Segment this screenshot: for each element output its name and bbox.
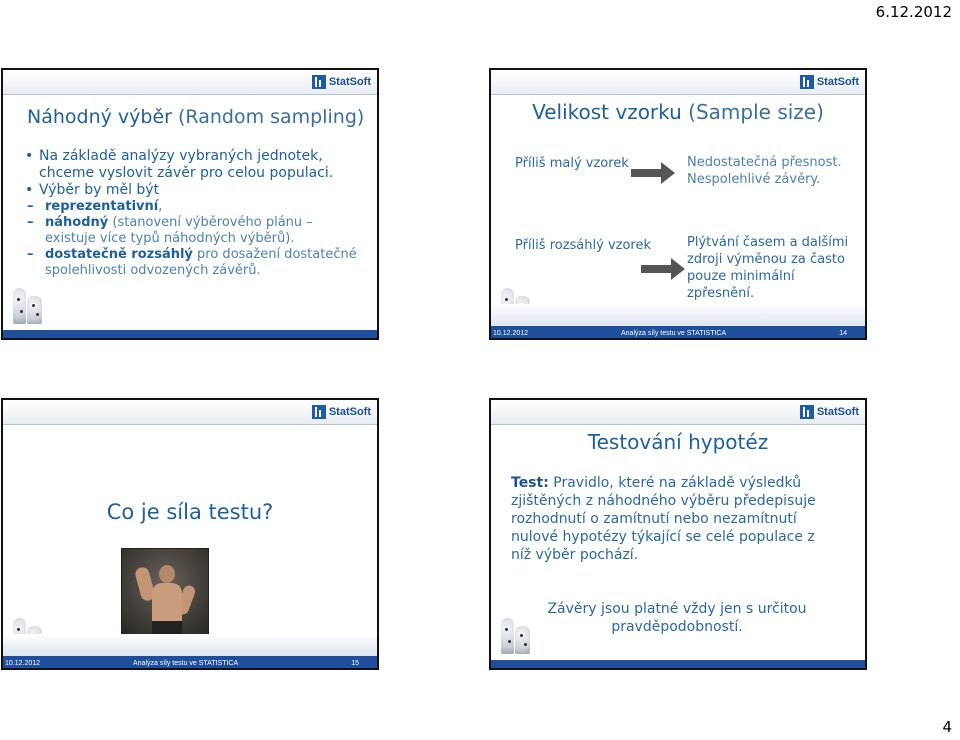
slide-footer-bar — [3, 656, 377, 668]
slide-header-bar — [491, 70, 865, 95]
slide-footer-bar — [3, 330, 377, 338]
slide-title — [491, 100, 865, 124]
footer-date: 10.12.2012 — [5, 660, 41, 667]
statsoft-logo — [312, 74, 371, 90]
footer-title: Analýza síly testu ve STATISTICA — [133, 660, 239, 667]
slide-random-sampling — [1, 68, 379, 340]
slide-question: Co je síla testu? — [106, 500, 274, 524]
row2-right-text: Plýtvání časem a dalšími zdroji výměnou za často pouze minimální zpřesnění. — [687, 235, 849, 301]
statsoft-logo — [800, 74, 859, 90]
slide-sample-size — [489, 68, 867, 340]
test-label: Test: — [511, 475, 549, 491]
row1-right-text: Nedostatečná přesnost. Nespolehlivé závěry. — [687, 155, 842, 187]
page-date: 6.12.2012 — [875, 3, 952, 21]
slide-header-bar — [3, 70, 377, 95]
sub-item-random — [25, 215, 365, 247]
sub-item-text: pro dosažení dostatečné spolehlivosti odvozených závěrů. — [45, 247, 357, 278]
footer-slide-number: 14 — [839, 330, 847, 337]
footer-slide-number: 15 — [351, 660, 359, 667]
statsoft-logo — [800, 404, 859, 420]
figurines-image — [9, 282, 51, 324]
slide-hypothesis-testing — [489, 398, 867, 670]
sub-item-bold: reprezentativní — [45, 199, 159, 214]
bodybuilder-photo — [121, 548, 209, 636]
sub-item-text: (stanovení výběrového plánu – existuje více typů náhodných výběrů). — [45, 215, 313, 246]
sub-item-representative — [25, 199, 365, 215]
arrow-right-icon — [641, 258, 685, 280]
slide-footer-bar — [491, 326, 865, 338]
test-definition-text: Pravidlo, které na základě výsledků zjištěných z náhodného výběru předepisuje rozhodnutí o zamítnutí nebo nezamítnutí nulové hypotézy týkající se celé populace z níž výběr pochází. — [511, 475, 816, 563]
slide-title-main: Velikost vzorku — [532, 100, 682, 124]
footer-title: Analýza síly testu ve STATISTICA — [621, 330, 727, 337]
sub-item-large-enough — [25, 247, 365, 279]
slide-title-main: Náhodný výběr — [27, 106, 172, 128]
footer-date: 10.12.2012 — [493, 330, 529, 337]
row2-left-text: Příliš rozsáhlý vzorek — [515, 238, 652, 253]
page-number: 4 — [942, 718, 952, 736]
row1-left-text: Příliš malý vzorek — [515, 156, 629, 171]
statsoft-logo-icon — [312, 405, 326, 419]
slide-footer-bar — [491, 660, 865, 668]
slide-body — [25, 148, 365, 279]
statsoft-logo-icon — [312, 75, 326, 89]
statsoft-logo-text: StatSoft — [816, 406, 859, 418]
figurines-image — [497, 612, 539, 654]
bullet-item: • Výběr by měl být — [25, 182, 365, 199]
bullet-item: • Na základě analýzy vybraných jednotek, chceme vyslovit závěr pro celou populaci. — [25, 148, 365, 182]
sub-item-bold: dostatečně rozsáhlý — [45, 247, 193, 262]
conclusion-text: Závěry jsou platné vždy jen s určitou pravděpodobností. — [547, 601, 807, 635]
sub-item-text: , — [158, 199, 163, 214]
statsoft-logo-icon — [800, 75, 814, 89]
slide-header-bar — [3, 400, 377, 425]
statsoft-logo-icon — [800, 405, 814, 419]
statsoft-logo-text: StatSoft — [328, 76, 371, 88]
statsoft-logo-text: StatSoft — [328, 406, 371, 418]
statsoft-logo-text: StatSoft — [816, 76, 859, 88]
slide-title-latin: (Sample size) — [688, 100, 824, 124]
slide-title — [27, 106, 364, 128]
statsoft-logo — [312, 404, 371, 420]
slide-title: Testování hypotéz — [587, 430, 769, 454]
slide-header-bar — [491, 400, 865, 425]
slide-power-question — [1, 398, 379, 670]
arrow-right-icon — [631, 162, 675, 184]
slide-title-latin: (Random sampling) — [178, 106, 365, 128]
sub-item-bold: náhodný — [45, 215, 109, 230]
test-definition — [511, 474, 831, 564]
